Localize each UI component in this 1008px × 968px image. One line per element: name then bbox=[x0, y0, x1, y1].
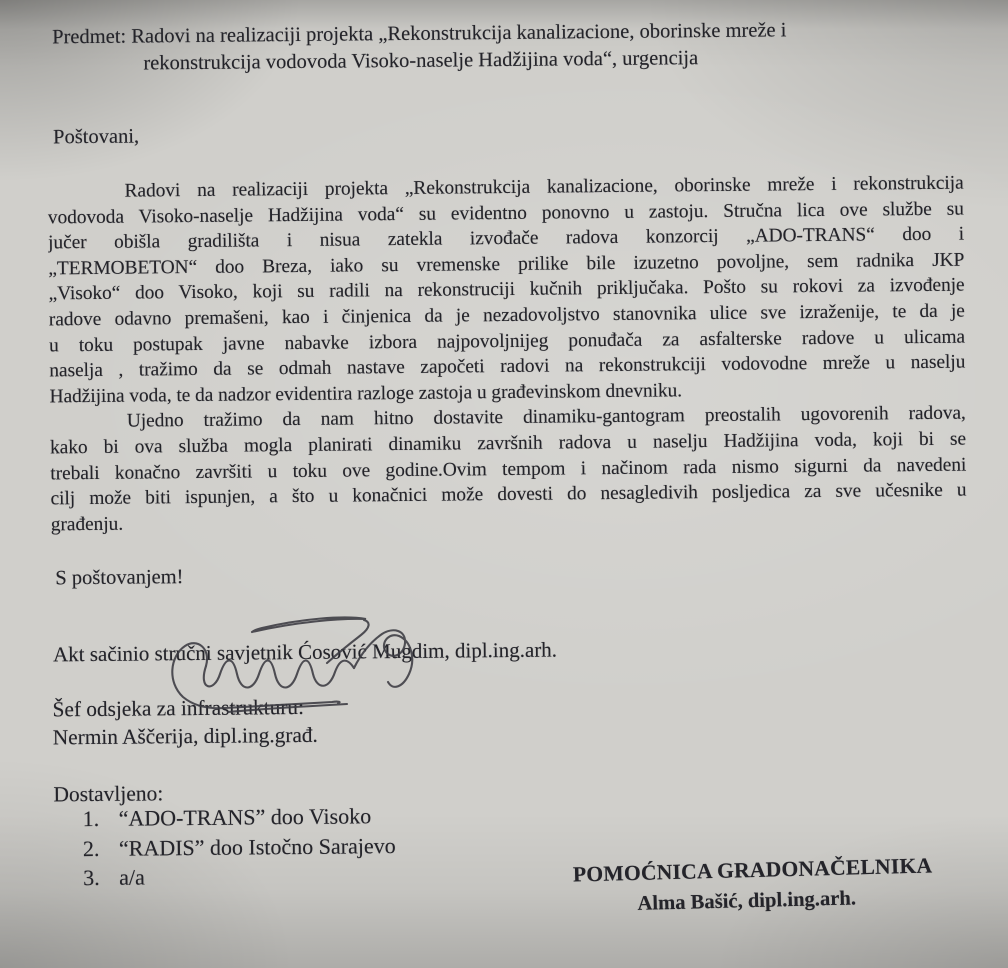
paragraph1-line: jučer obišla gradilišta i nisua zatekla izvođače radova konzorcij „ADO-TRANS“ doo i bbox=[48, 223, 965, 254]
signatory-title: POMOĆNICA GRADONAČELNIKA bbox=[572, 853, 933, 887]
salutation: Poštovani, bbox=[52, 125, 140, 149]
paragraph2-line: Ujedno tražimo da nam hitno dostavite dinamiku-gantogram preostalih ugovorenih radova, bbox=[126, 402, 966, 432]
paragraph1-line: „Visoko“ doo Visoko, koji su radili na rekonstruciji kučnih priključaka. Pošto su rokovi za izvođenje bbox=[48, 274, 965, 305]
list-item-number: 3. bbox=[83, 864, 100, 891]
paragraph1-line: Radovi na realizaciji projekta „Rekonstrukcija kanalizacione, oborinske mreže i rekonstrukcija bbox=[124, 172, 964, 202]
list-item-text: “ADO-TRANS” doo Visoko bbox=[118, 803, 372, 831]
drafter-line: Akt sačinio stručni savjetnik Ćosović Mugdim, dipl.ing.arh. bbox=[52, 637, 558, 667]
paragraph2-line: cilj može biti ispunjen, a što u konačnici može dovesti do nesagledivih posljedica za sve učesnike u bbox=[50, 479, 967, 510]
paragraph2-line: trebali konačno završiti u toku ove godine.Ovim tempom i načinom rada nismo sigurni da navedeni bbox=[50, 454, 967, 484]
list-item-number: 2. bbox=[82, 835, 100, 861]
list-item-text: a/a bbox=[119, 864, 145, 890]
subject-line-1: Predmet: Radovi na realizaciji projekta „Rekonstrukcija kanalizacione, oborinske mreže i bbox=[52, 19, 787, 49]
paragraph2-line: kako bi ova služba mogla planirati dinamiku završnih radova u naselju Hadžijina voda, koji bi se bbox=[49, 428, 967, 459]
distribution-label: Dostavljeno: bbox=[53, 781, 164, 807]
paragraph1-line: naselja , tražimo da se odmah nastave započeti radovi na rekonstrukciji vodovodne mreže u naselju bbox=[49, 351, 966, 382]
paragraph2-line: građenju. bbox=[50, 513, 124, 536]
signatory-block bbox=[573, 852, 978, 917]
chief-role: Šef odsjeka za infrastrukturu: bbox=[52, 694, 305, 722]
letter-body bbox=[48, 171, 967, 538]
paragraph1-line: Hadžijina voda, te da nadzor evidentira razloge zastoja u građevinskom dnevniku. bbox=[49, 380, 683, 408]
paragraph1-line: „TERMOBETON“ doo Breza, iako su vremenske prilike bile izuzetno povoljne, sem radnika JKP bbox=[48, 249, 965, 280]
letter-content bbox=[46, 16, 971, 955]
paragraph1-line: vodovoda Visoko-naselje Hadžijina voda“ su evidentno ponovno u zastoju. Stručna lica ove službe su bbox=[47, 198, 964, 228]
list-item-text: “RADIS” doo Istočno Sarajevo bbox=[118, 832, 396, 861]
subject-line-2: rekonstrukcija vodovoda Visoko-naselje Hadžijina voda“, urgencija bbox=[143, 47, 699, 75]
chief-name: Nermin Aščerija, dipl.ing.građ. bbox=[52, 722, 318, 749]
subject-block bbox=[46, 16, 962, 79]
signatory-name: Alma Bašić, dipl.ing.arh. bbox=[637, 887, 857, 915]
closing-phrase: S poštovanjem! bbox=[55, 566, 184, 590]
chief-block bbox=[52, 688, 968, 752]
list-item-number: 1. bbox=[82, 805, 100, 832]
paragraph1-line: radove odavno premašeni, kao i činjenica da je nezadovoljstvo stanovnika ulice sve izraženije, te da je bbox=[48, 300, 965, 331]
paragraph1-line: u toku postupak javne nabavke izbora najpovoljnijeg ponuđača za asfalterske radove u ulicama bbox=[49, 326, 966, 356]
